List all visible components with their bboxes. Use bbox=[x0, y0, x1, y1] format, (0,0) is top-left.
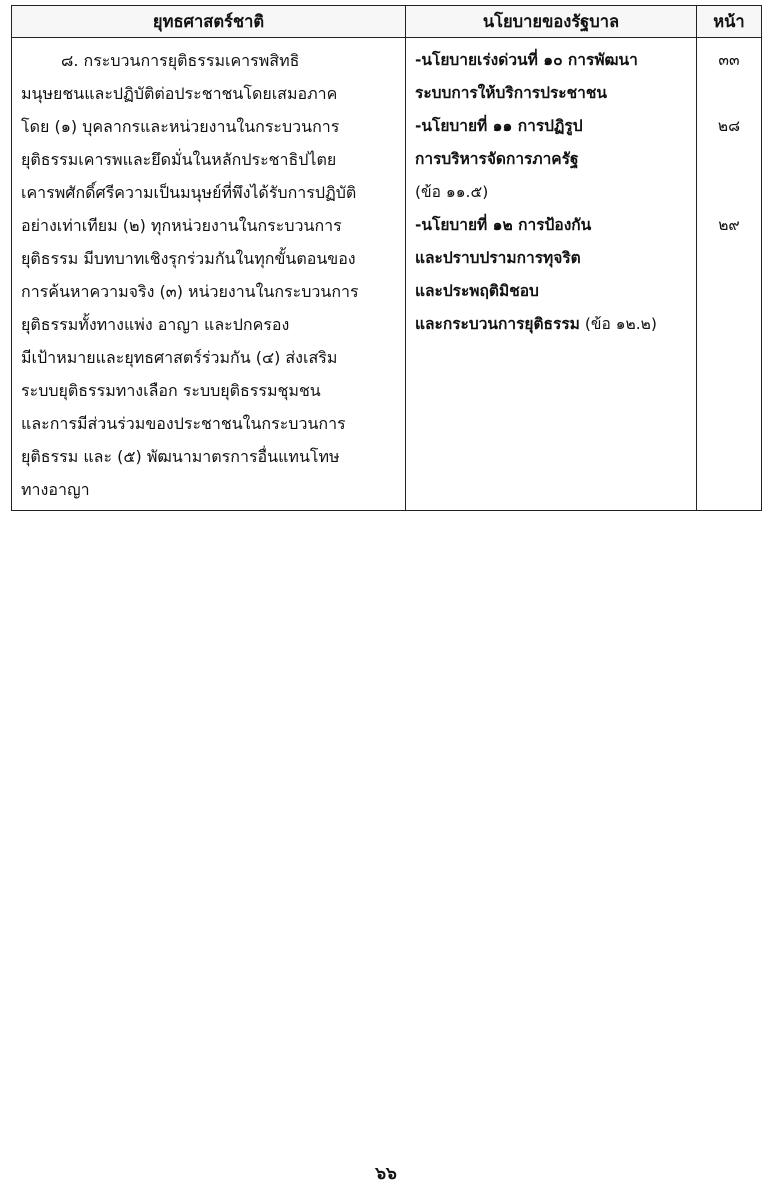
header-page: หน้า bbox=[697, 6, 762, 38]
policy-line bbox=[415, 176, 688, 209]
strategy-line: และการมีส่วนร่วมของประชาชนในกระบวนการ bbox=[21, 414, 346, 433]
table-header-row bbox=[12, 6, 762, 38]
strategy-line: ยุติธรรม มีบทบาทเชิงรุกร่วมกันในทุกขั้นตอนของ bbox=[21, 249, 356, 268]
page-number: ๒๘ bbox=[717, 117, 741, 135]
strategy-cell bbox=[12, 38, 406, 511]
page-number bbox=[699, 143, 759, 176]
strategy-line: โดย (๑) บุคลากรและหน่วยงานในกระบวนการ bbox=[21, 117, 340, 136]
policy-clause-ref: (ข้อ ๑๒.๒) bbox=[579, 315, 657, 333]
policy-cell bbox=[406, 38, 697, 511]
strategy-line: การค้นหาความจริง (๓) หน่วยงานในกระบวนการ bbox=[21, 282, 359, 301]
strategy-line: ยุติธรรมเคารพและยึดมั่นในหลักประชาธิปไตย bbox=[21, 150, 337, 169]
policy-text: -นโยบายที่ ๑๒ การป้องกัน bbox=[415, 216, 592, 234]
policy-line bbox=[415, 209, 688, 242]
policy-text: ระบบการให้บริการประชาชน bbox=[415, 84, 607, 102]
strategy-line: เคารพศักดิ์ศรีความเป็นมนุษย์ที่พึงได้รับการปฏิบัติ bbox=[21, 183, 357, 202]
page-number: ๒๙ bbox=[718, 216, 740, 234]
page-cell bbox=[697, 38, 762, 511]
policy-line bbox=[415, 242, 688, 275]
header-strategy: ยุทธศาสตร์ชาติ bbox=[12, 6, 406, 38]
strategy-policy-table bbox=[11, 5, 762, 511]
policy-clause-ref: (ข้อ ๑๑.๕) bbox=[415, 183, 489, 201]
page-number bbox=[699, 77, 759, 110]
policy-text: -นโยบายที่ ๑๑ การปฏิรูป bbox=[415, 117, 583, 135]
policy-text: การบริหารจัดการภาครัฐ bbox=[415, 150, 579, 168]
strategy-line: ยุติธรรมทั้งทางแพ่ง อาญา และปกครอง bbox=[21, 315, 290, 334]
strategy-line: มีเป้าหมายและยุทธศาสตร์ร่วมกัน (๔) ส่งเสริม bbox=[21, 348, 338, 367]
strategy-line: ระบบยุติธรรมทางเลือก ระบบยุติธรรมชุมชน bbox=[21, 381, 321, 400]
policy-line bbox=[415, 308, 688, 341]
strategy-line: ทางอาญา bbox=[21, 480, 90, 499]
strategy-line: ๘. กระบวนการยุติธรรมเคารพสิทธิ bbox=[61, 51, 300, 70]
policy-text: และปราบปรามการทุจริต bbox=[415, 249, 581, 267]
policy-text: -นโยบายเร่งด่วนที่ ๑๐ การพัฒนา bbox=[415, 51, 638, 69]
page-number bbox=[699, 176, 759, 209]
page-number: ๓๓ bbox=[718, 51, 740, 69]
policy-line bbox=[415, 110, 688, 143]
strategy-line: ยุติธรรม และ (๕) พัฒนามาตรการอื่นแทนโทษ bbox=[21, 447, 340, 466]
policy-line bbox=[415, 77, 688, 110]
strategy-line: อย่างเท่าเทียม (๒) ทุกหน่วยงานในกระบวนการ bbox=[21, 216, 342, 235]
policy-line bbox=[415, 275, 688, 308]
page-footer-number: ๖๖ bbox=[375, 1164, 397, 1184]
policy-text: และประพฤติมิชอบ bbox=[415, 282, 539, 300]
header-policy: นโยบายของรัฐบาล bbox=[406, 6, 697, 38]
table-row bbox=[12, 38, 762, 511]
policy-line bbox=[415, 44, 688, 77]
strategy-line: มนุษยชนและปฏิบัติต่อประชาชนโดยเสมอภาค bbox=[21, 84, 338, 103]
policy-text: และกระบวนการยุติธรรม bbox=[415, 315, 580, 333]
policy-line bbox=[415, 143, 688, 176]
